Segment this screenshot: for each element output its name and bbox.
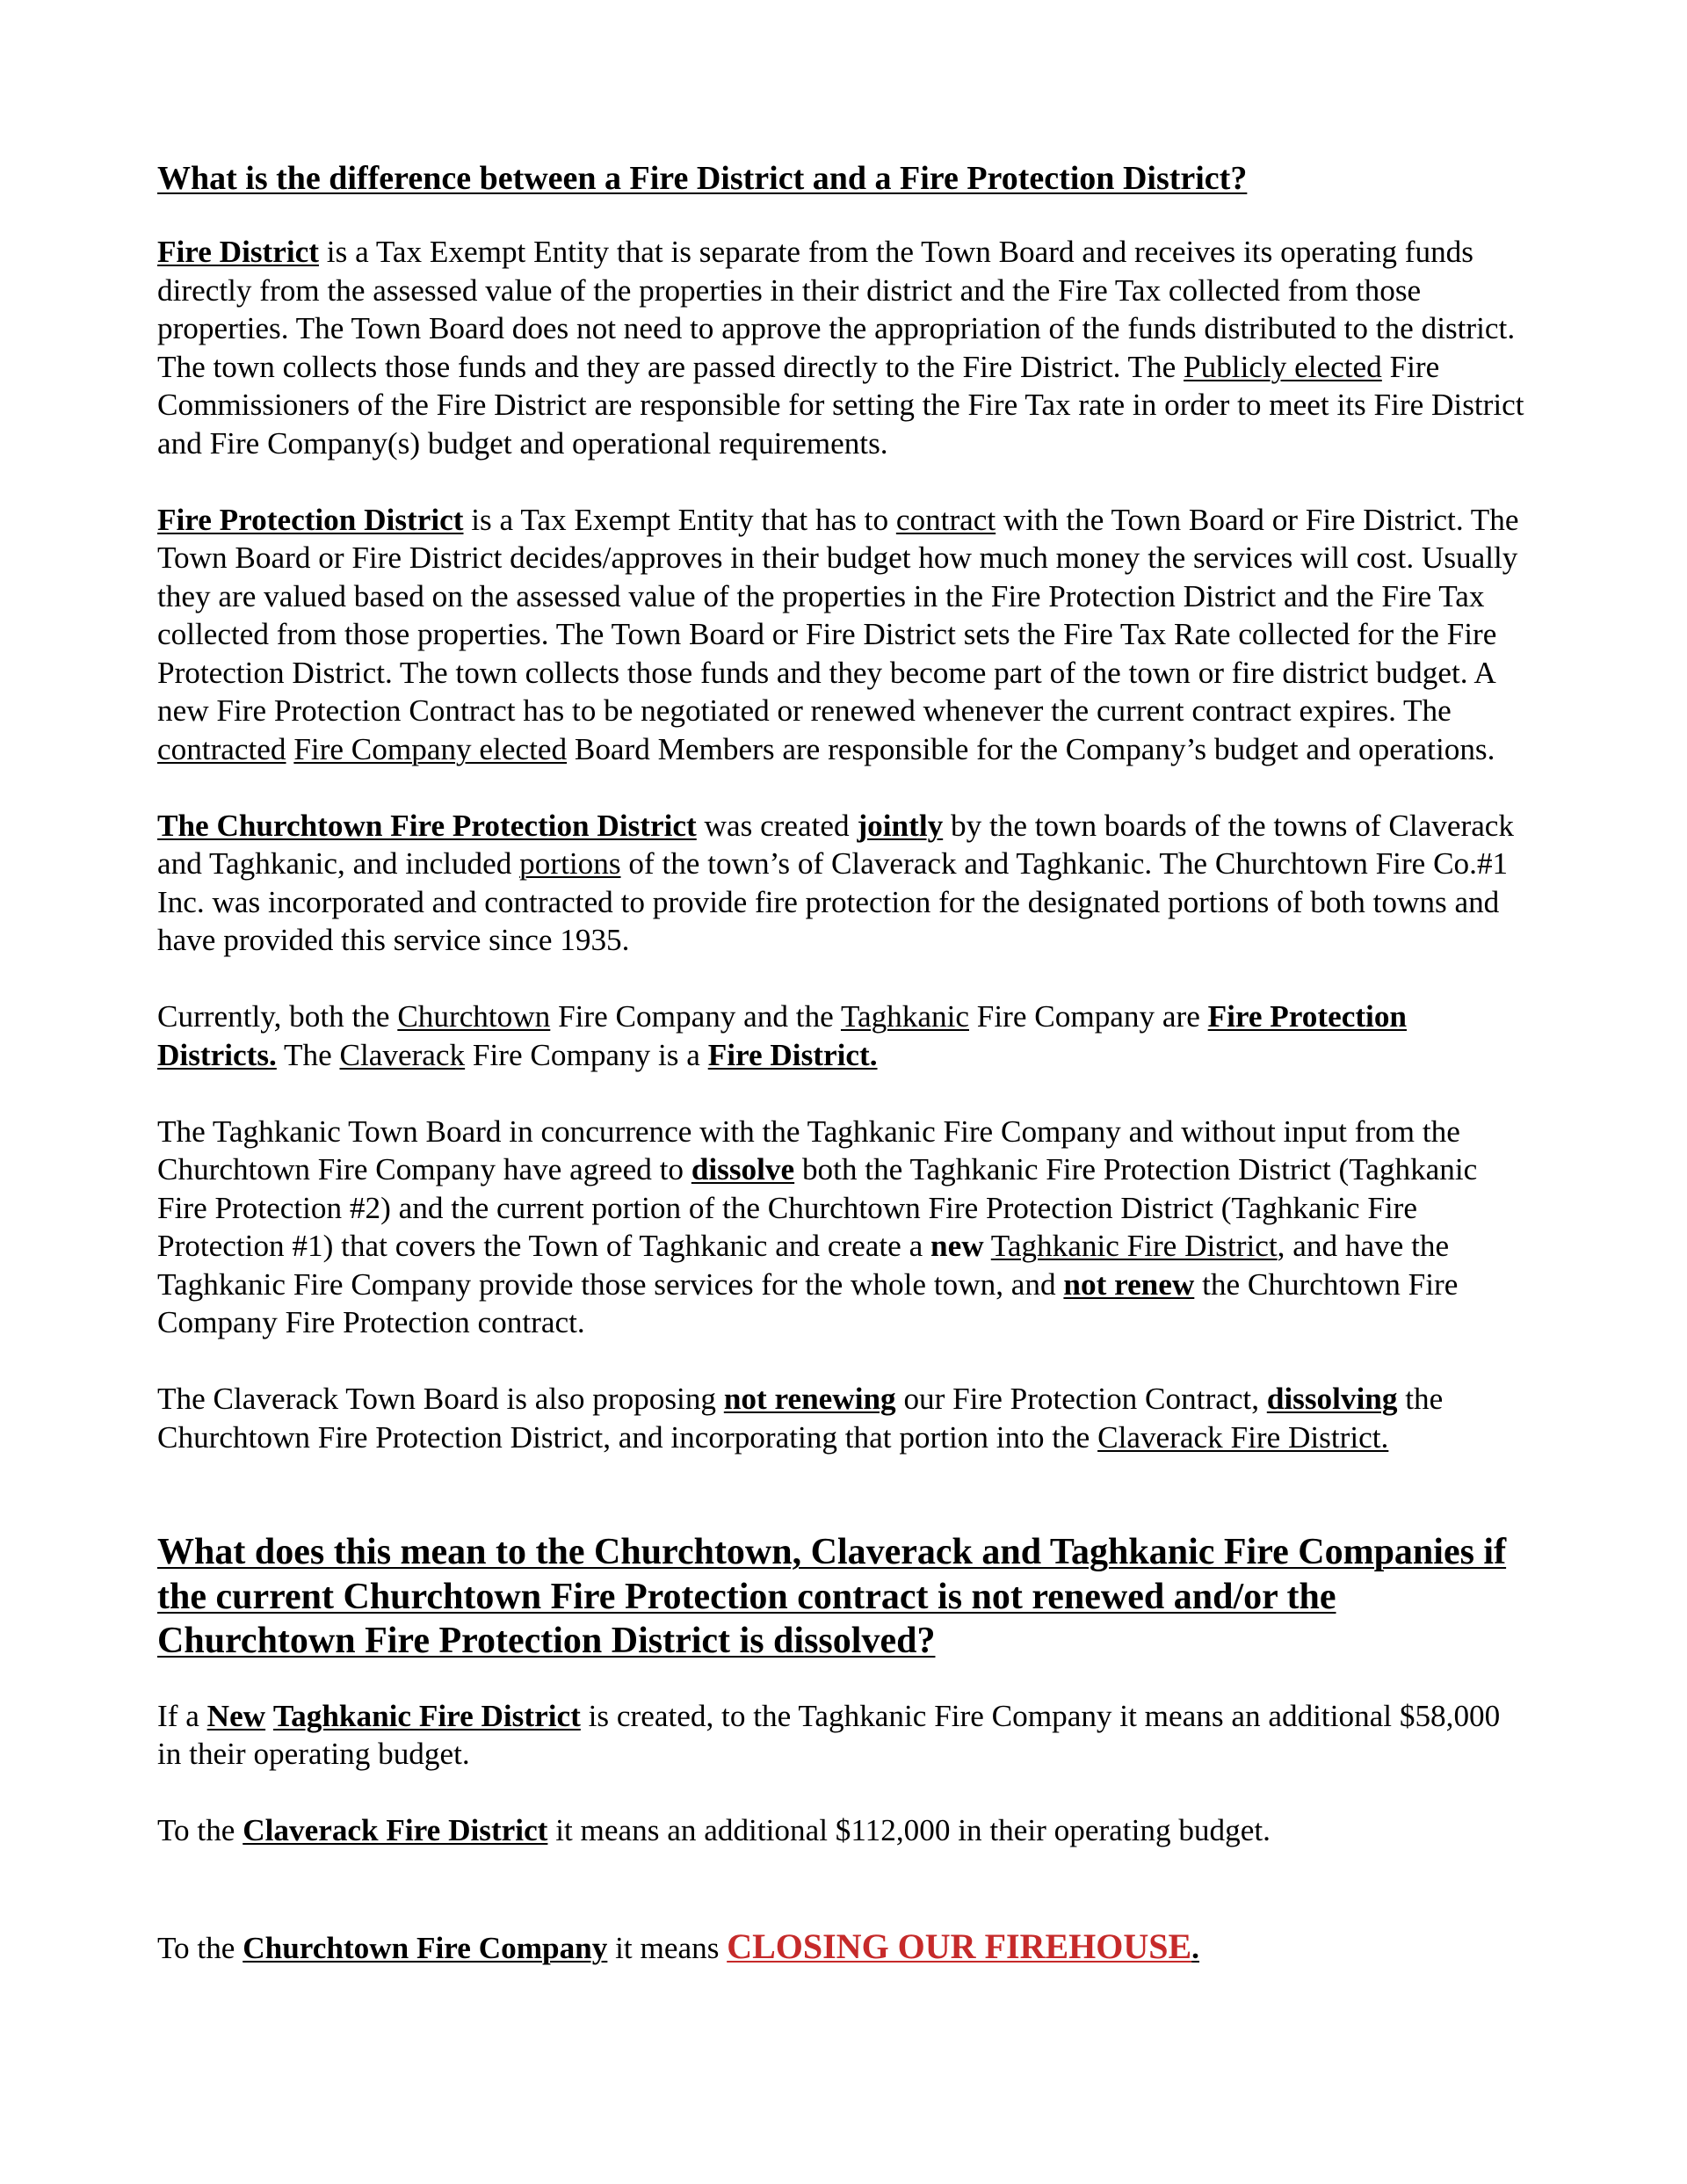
text-run: To the xyxy=(157,1930,243,1965)
paragraph-churchtown-history xyxy=(157,807,1529,960)
emphasis-not-renewing: not renewing xyxy=(723,1382,896,1416)
term-fire-district: Fire District xyxy=(157,235,319,269)
text-run: Fire Company is a xyxy=(465,1037,708,1072)
underlined-claverack: Claverack xyxy=(339,1037,466,1072)
text-run: The Taghkanic Town Board in concurrence with the Taghkanic Fire Company and without input from the Churchtown Fire Company have agreed to xyxy=(157,1114,1460,1186)
closing-period: . xyxy=(1191,1930,1199,1965)
underlined-claverack-fire-district: Claverack Fire District. xyxy=(1097,1419,1389,1455)
underlined-churchtown: Churchtown xyxy=(397,999,551,1034)
underlined-taghkanic-fire-district: Taghkanic Fire District xyxy=(990,1229,1278,1263)
paragraph-claverack-plan xyxy=(157,1380,1529,1456)
text-run: Currently, both the xyxy=(157,999,398,1034)
text-run: Fire Company and the xyxy=(550,999,841,1034)
paragraph-fire-district xyxy=(157,233,1529,462)
emphasis-churchtown-fire-company: Churchtown Fire Company xyxy=(243,1930,608,1965)
text-run: The Claverack Town Board is also proposing xyxy=(157,1382,724,1416)
underlined-taghkanic: Taghkanic xyxy=(840,999,969,1034)
paragraph-claverack-impact xyxy=(157,1811,1529,1850)
text-run xyxy=(286,732,294,766)
text-run: is a Tax Exempt Entity that is separate from the Town Board and receives its operating funds directly from the assessed value of the properties in their district and the Fire Tax collected from those properties. The Town Board does not need to approve the appropriation of the funds distributed to the district. The town collects those funds and they are passed directly to the Fire District. The xyxy=(157,235,1516,384)
term-churchtown-fire-protection-district: The Churchtown Fire Protection District xyxy=(157,808,697,843)
section-heading-difference: What is the difference between a Fire District and a Fire Protection District? xyxy=(157,160,1248,197)
text-run: If a xyxy=(157,1698,207,1733)
text-run: was created xyxy=(696,808,858,843)
text-run: both the Taghkanic Fire Protection District (Taghkanic Fire Protection #2) and the current portion of the Churchtown Fire Protection District (Taghkanic Fire Protection #1) that covers the Town of Taghkanic and create a xyxy=(157,1152,1478,1263)
text-run: the Churchtown Fire Protection District, and incorporating that portion into the xyxy=(157,1382,1444,1455)
emphasis-taghkanic-fire-district: Taghkanic Fire District xyxy=(272,1698,581,1733)
emphasis-dissolve: dissolve xyxy=(691,1152,795,1186)
underlined-contracted: contracted xyxy=(157,731,286,766)
text-run xyxy=(265,1699,273,1733)
paragraph-churchtown-impact xyxy=(157,1927,1529,1968)
emphasis-new: new xyxy=(930,1229,984,1263)
text-run: Fire Commissioners of the Fire District are responsible for setting the Fire Tax rate in order to meet its Fire District and Fire Company(s) budget and operational requirements. xyxy=(157,349,1524,461)
emphasis-not-renew: not renew xyxy=(1063,1266,1195,1302)
text-run: of the town’s of Claverack and Taghkanic. The Churchtown Fire Co.#1 Inc. was incorporated and contracted to provide fire protection for the designated portions of both towns and have provided this service since 1935. xyxy=(157,846,1509,957)
paragraph-fire-protection-district xyxy=(157,501,1529,769)
text-run: the Churchtown Fire Company Fire Protection contract. xyxy=(157,1266,1459,1339)
alert-closing-firehouse: CLOSING OUR FIREHOUSE xyxy=(727,1926,1192,1966)
text-run xyxy=(984,1229,991,1263)
text-run: with the Town Board or Fire District. The Town Board or Fire District decides/approves in their budget how much money the services will cost. Usually they are valued based on the assessed value of the properties in the Fire Protection District and the Fire Tax collected from those properties. The Town Board or Fire District sets the Fire Tax Rate collected for the Fire Protection District. The town collects those funds and they become part of the town or fire district budget. A new Fire Protection Contract has to be negotiated or renewed whenever the current contract expires. The xyxy=(157,502,1519,728)
emphasis-fire-protection-districts: Fire Protection Districts. xyxy=(157,999,1407,1072)
section-heading-impact: What does this mean to the Churchtown, Claverack and Taghkanic Fire Companies if the current Churchtown Fire Protection contract is not renewed and/or the Churchtown Fire Protection District is dissolved? xyxy=(157,1532,1507,1661)
text-run: Fire Company are xyxy=(968,999,1208,1034)
text-run: our Fire Protection Contract, xyxy=(895,1382,1267,1416)
text-run: it means xyxy=(607,1930,728,1965)
text-run: is a Tax Exempt Entity that has to xyxy=(463,502,896,537)
underlined-contract: contract xyxy=(895,502,996,537)
text-run: is created, to the Taghkanic Fire Company it means an additional $58,000 in their operating budget. xyxy=(157,1698,1501,1771)
underlined-fire-company-elected: Fire Company elected xyxy=(293,731,568,766)
emphasis-fire-district: Fire District. xyxy=(707,1037,878,1072)
text-run: by the town boards of the towns of Claverack and Taghkanic, and included xyxy=(157,808,1515,881)
paragraph-taghkanic-plan xyxy=(157,1113,1529,1342)
underlined-publicly-elected: Publicly elected xyxy=(1184,349,1382,384)
underlined-portions: portions xyxy=(519,846,621,881)
paragraph-current-status xyxy=(157,998,1529,1074)
text-run: it means an additional $112,000 in their operating budget. xyxy=(547,1813,1271,1847)
text-run: , and have the Taghkanic Fire Company provide those services for the whole town, and xyxy=(157,1229,1450,1302)
term-fire-protection-district: Fire Protection District xyxy=(157,502,464,537)
text-run: The xyxy=(276,1037,340,1072)
text-run: Board Members are responsible for the Company’s budget and operations. xyxy=(567,731,1495,766)
emphasis-jointly: jointly xyxy=(857,808,944,843)
emphasis-new: New xyxy=(206,1698,266,1733)
paragraph-taghkanic-impact xyxy=(157,1697,1529,1774)
text-run: To the xyxy=(157,1813,243,1847)
emphasis-dissolving: dissolving xyxy=(1266,1382,1398,1416)
emphasis-claverack-fire-district: Claverack Fire District xyxy=(243,1813,548,1847)
